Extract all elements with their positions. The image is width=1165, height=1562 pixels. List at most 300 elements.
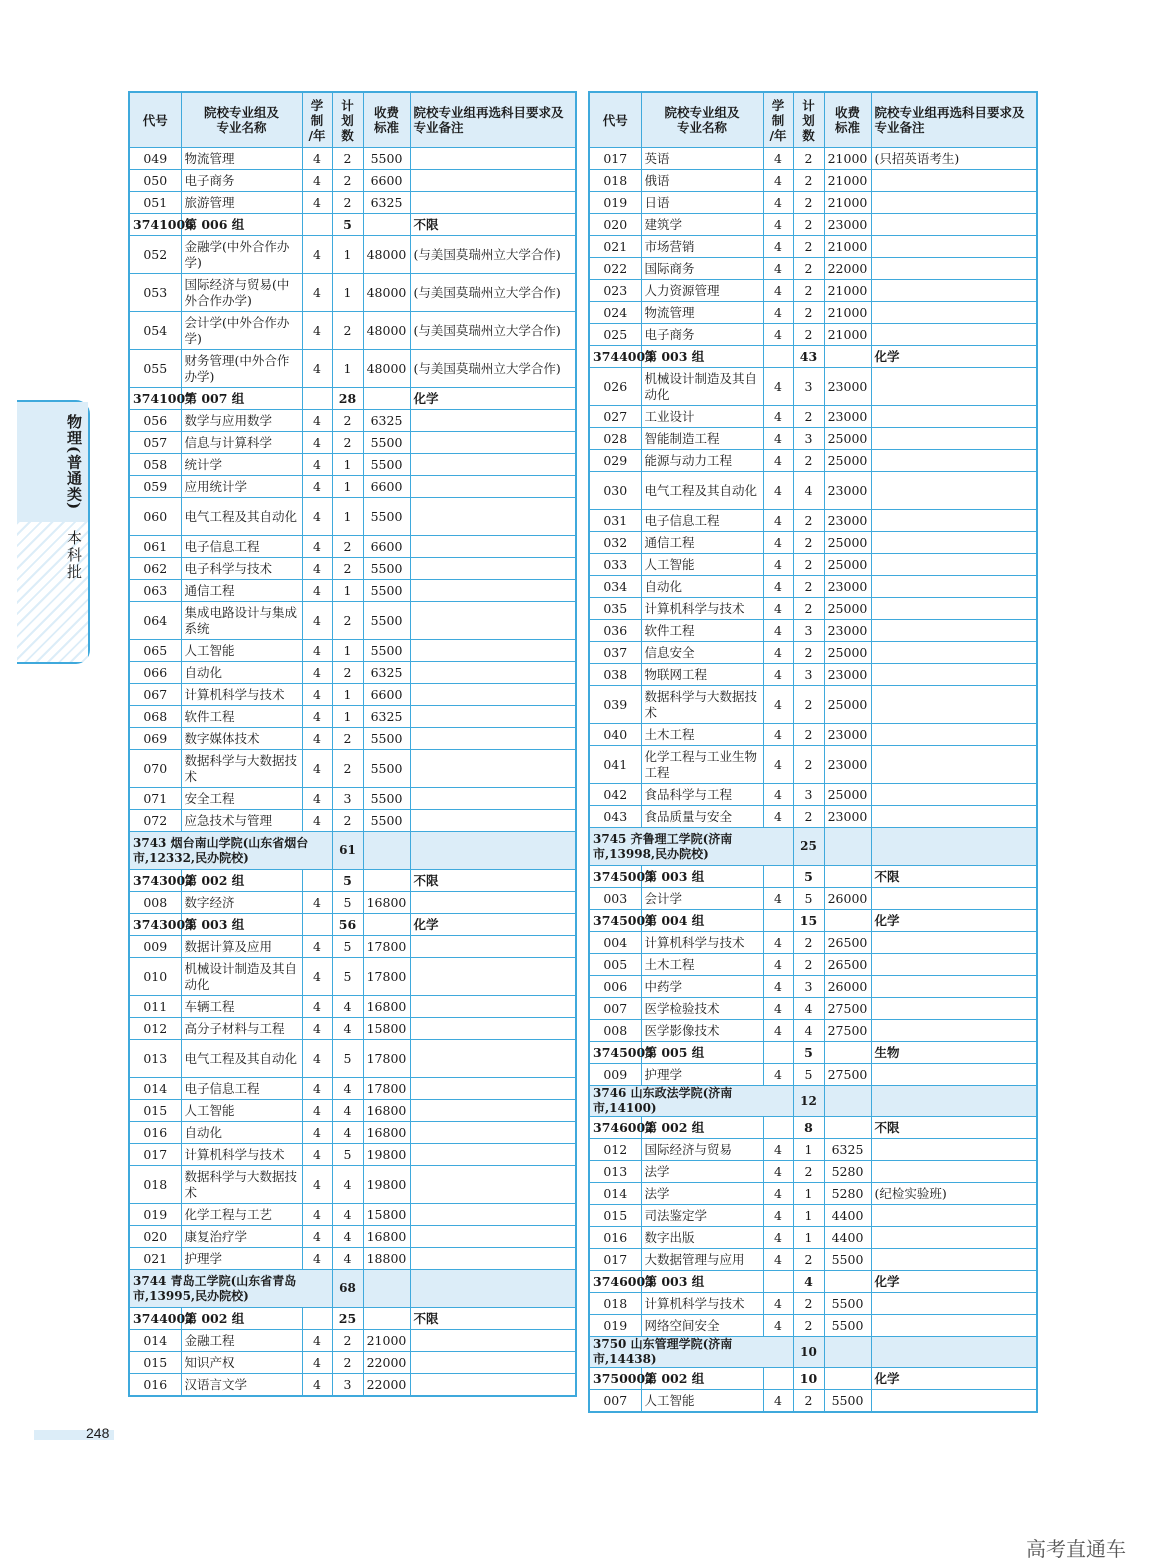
major-fee: 23000 [824,620,871,642]
major-remark [410,728,576,750]
major-remark [871,746,1037,784]
group-code: 3745004 [589,910,641,932]
major-years: 4 [763,1293,793,1315]
major-years: 4 [763,1315,793,1337]
enrollment-table-left [128,91,577,1397]
major-plan: 2 [793,280,824,302]
major-remark [410,1248,576,1270]
major-code: 060 [129,498,181,536]
major-code: 006 [589,976,641,998]
major-remark [871,784,1037,806]
major-plan: 2 [332,750,363,788]
major-code: 014 [129,1330,181,1352]
major-years: 4 [763,806,793,828]
major-years: 4 [763,1161,793,1183]
major-fee: 19800 [363,1166,410,1204]
major-years: 4 [302,432,332,454]
major-plan: 1 [332,706,363,728]
major-code: 036 [589,620,641,642]
major-code: 041 [589,746,641,784]
group-requirement: 化学 [871,910,1037,932]
major-code: 037 [589,642,641,664]
major-years: 4 [763,998,793,1020]
group-years-empty [763,1368,793,1390]
major-remark [871,664,1037,686]
school-remark-empty [410,1270,576,1308]
major-remark [871,1249,1037,1271]
major-name: 俄语 [641,170,763,192]
major-row [129,274,576,312]
major-plan: 2 [793,258,824,280]
major-name: 土木工程 [641,954,763,976]
group-plan: 10 [793,1368,824,1390]
major-years: 4 [302,750,332,788]
major-plan: 4 [332,1166,363,1204]
major-fee: 21000 [824,302,871,324]
major-remark [871,406,1037,428]
major-remark [410,684,576,706]
major-name: 国际经济与贸易 [641,1139,763,1161]
major-years: 4 [763,532,793,554]
major-remark [410,580,576,602]
major-years: 4 [763,510,793,532]
major-fee: 23000 [824,214,871,236]
major-code: 052 [129,236,181,274]
major-years: 4 [763,954,793,976]
major-row [589,192,1037,214]
major-remark [871,620,1037,642]
group-code: 3746003 [589,1271,641,1293]
major-plan: 2 [793,1315,824,1337]
group-row [129,914,576,936]
major-years: 4 [302,192,332,214]
major-remark [871,472,1037,510]
major-plan: 4 [332,1100,363,1122]
major-name: 国际商务 [641,258,763,280]
major-remark [871,576,1037,598]
major-plan: 2 [793,724,824,746]
major-name: 大数据管理与应用 [641,1249,763,1271]
major-years: 4 [763,406,793,428]
major-plan: 1 [332,684,363,706]
major-years: 4 [302,958,332,996]
major-fee: 23000 [824,510,871,532]
major-plan: 3 [332,1374,363,1397]
major-code: 018 [589,1293,641,1315]
major-fee: 16800 [363,1226,410,1248]
major-name: 数据科学与大数据技术 [641,686,763,724]
major-fee: 16800 [363,1100,410,1122]
major-plan: 4 [793,998,824,1020]
school-name: 3743 烟台南山学院(山东省烟台市,12332,民办院校) [129,832,332,870]
major-remark [871,954,1037,976]
major-row [589,1183,1037,1205]
major-fee: 25000 [824,784,871,806]
major-code: 009 [589,1064,641,1086]
major-code: 016 [589,1227,641,1249]
major-row [129,1122,576,1144]
major-fee: 6325 [363,706,410,728]
major-fee: 16800 [363,996,410,1018]
major-plan: 2 [793,214,824,236]
major-remark [410,1226,576,1248]
group-plan: 5 [793,1042,824,1064]
major-plan: 2 [332,810,363,832]
major-fee: 17800 [363,1040,410,1078]
school-fee-empty [363,1270,410,1308]
major-fee: 6325 [363,192,410,214]
major-row [589,642,1037,664]
major-remark [871,510,1037,532]
group-plan: 56 [332,914,363,936]
major-years: 4 [763,554,793,576]
major-fee: 5500 [363,810,410,832]
major-remark [871,450,1037,472]
major-row [589,724,1037,746]
major-remark [410,1330,576,1352]
major-name: 计算机科学与技术 [181,1144,302,1166]
group-plan: 15 [793,910,824,932]
major-plan: 2 [793,302,824,324]
major-row [589,1390,1037,1413]
major-plan: 2 [793,324,824,346]
group-years-empty [302,214,332,236]
major-name: 软件工程 [181,706,302,728]
major-code: 014 [129,1078,181,1100]
major-row [129,350,576,388]
major-row [589,170,1037,192]
major-plan: 3 [793,368,824,406]
major-row [589,932,1037,954]
major-plan: 2 [332,432,363,454]
group-plan: 5 [793,866,824,888]
major-row [129,958,576,996]
major-code: 003 [589,888,641,910]
major-years: 4 [763,302,793,324]
major-code: 008 [129,892,181,914]
major-name: 数据科学与大数据技术 [181,750,302,788]
major-name: 软件工程 [641,620,763,642]
group-code: 3745005 [589,1042,641,1064]
major-years: 4 [763,1183,793,1205]
major-code: 026 [589,368,641,406]
group-name: 第 005 组 [641,1042,763,1064]
group-fee-empty [363,914,410,936]
major-remark [871,888,1037,910]
school-fee-empty [824,828,871,866]
major-name: 化学工程与工业生物工程 [641,746,763,784]
major-remark [871,686,1037,724]
group-code: 3744003 [589,346,641,368]
major-remark: (与美国莫瑞州立大学合作) [410,236,576,274]
major-plan: 5 [793,1064,824,1086]
major-remark [871,1139,1037,1161]
major-fee: 23000 [824,746,871,784]
major-fee: 5500 [363,640,410,662]
major-code: 071 [129,788,181,810]
major-code: 057 [129,432,181,454]
school-name: 3745 齐鲁理工学院(济南市,13998,民办院校) [589,828,793,866]
major-code: 072 [129,810,181,832]
major-name: 机械设计制造及其自动化 [641,368,763,406]
major-name: 电子商务 [641,324,763,346]
major-row [589,428,1037,450]
major-remark [871,170,1037,192]
major-years: 4 [763,724,793,746]
major-row [129,1226,576,1248]
major-years: 4 [763,428,793,450]
major-code: 030 [589,472,641,510]
major-remark [410,1352,576,1374]
major-row [589,576,1037,598]
major-code: 042 [589,784,641,806]
major-fee: 23000 [824,406,871,428]
major-row [589,598,1037,620]
major-code: 020 [589,214,641,236]
group-years-empty [763,1117,793,1139]
major-code: 019 [129,1204,181,1226]
major-remark [871,598,1037,620]
major-name: 食品质量与安全 [641,806,763,828]
group-years-empty [763,1271,793,1293]
major-fee: 27500 [824,1020,871,1042]
major-fee: 5500 [363,788,410,810]
major-name: 数字出版 [641,1227,763,1249]
major-plan: 5 [332,1040,363,1078]
major-row [589,1315,1037,1337]
group-fee-empty [363,870,410,892]
major-fee: 25000 [824,598,871,620]
major-plan: 2 [332,148,363,170]
major-row [129,580,576,602]
major-fee: 25000 [824,428,871,450]
major-name: 护理学 [181,1248,302,1270]
major-remark [410,1122,576,1144]
header-years: 学 制 /年 [763,92,793,148]
major-plan: 2 [793,450,824,472]
major-fee: 5280 [824,1183,871,1205]
major-name: 计算机科学与技术 [181,684,302,706]
major-plan: 2 [793,1293,824,1315]
school-plan: 68 [332,1270,363,1308]
major-years: 4 [302,558,332,580]
major-code: 018 [129,1166,181,1204]
group-years-empty [302,870,332,892]
major-code: 012 [129,1018,181,1040]
major-code: 020 [129,1226,181,1248]
group-requirement: 不限 [871,1117,1037,1139]
major-row [129,476,576,498]
major-remark [871,976,1037,998]
header-fee: 收费 标准 [824,92,871,148]
major-name: 会计学(中外合作办学) [181,312,302,350]
major-code: 058 [129,454,181,476]
major-name: 网络空间安全 [641,1315,763,1337]
group-row [129,388,576,410]
major-name: 电气工程及其自动化 [181,498,302,536]
major-years: 4 [763,932,793,954]
side-section-tab [17,400,90,664]
school-plan: 25 [793,828,824,866]
school-row [589,1337,1037,1368]
header-code: 代号 [589,92,641,148]
group-code: 3741007 [129,388,181,410]
major-plan: 4 [793,472,824,510]
major-code: 009 [129,936,181,958]
major-plan: 2 [793,532,824,554]
major-name: 自动化 [641,576,763,598]
major-code: 040 [589,724,641,746]
major-row [129,640,576,662]
major-row [129,1330,576,1352]
major-code: 025 [589,324,641,346]
school-name: 3746 山东政法学院(济南市,14100) [589,1086,793,1117]
major-remark [410,788,576,810]
group-requirement: 生物 [871,1042,1037,1064]
major-plan: 3 [793,428,824,450]
major-row [129,192,576,214]
major-name: 电子信息工程 [181,1078,302,1100]
group-code: 3745003 [589,866,641,888]
major-name: 物流管理 [641,302,763,324]
major-fee: 5500 [363,498,410,536]
major-name: 医学影像技术 [641,1020,763,1042]
group-name: 第 003 组 [641,346,763,368]
major-years: 4 [302,728,332,750]
side-tab-title: 物理(普通类) [65,414,83,511]
major-plan: 2 [793,1390,824,1413]
major-plan: 1 [332,236,363,274]
group-row [589,1042,1037,1064]
major-name: 旅游管理 [181,192,302,214]
major-code: 063 [129,580,181,602]
major-plan: 2 [332,410,363,432]
major-plan: 5 [332,958,363,996]
group-years-empty [763,910,793,932]
major-code: 008 [589,1020,641,1042]
major-plan: 2 [793,192,824,214]
major-code: 007 [589,998,641,1020]
major-row [589,510,1037,532]
major-years: 4 [302,1374,332,1397]
group-code: 3750002 [589,1368,641,1390]
major-name: 车辆工程 [181,996,302,1018]
major-fee: 15800 [363,1204,410,1226]
major-years: 4 [302,1352,332,1374]
major-years: 4 [763,1139,793,1161]
major-name: 计算机科学与技术 [641,598,763,620]
major-code: 055 [129,350,181,388]
major-row [129,706,576,728]
group-plan: 43 [793,346,824,368]
major-years: 4 [302,1330,332,1352]
major-years: 4 [302,706,332,728]
major-years: 4 [763,576,793,598]
major-code: 032 [589,532,641,554]
major-plan: 1 [332,640,363,662]
major-remark [410,602,576,640]
major-fee: 16800 [363,1122,410,1144]
major-name: 司法鉴定学 [641,1205,763,1227]
major-row [589,472,1037,510]
major-row [129,498,576,536]
major-name: 医学检验技术 [641,998,763,1020]
major-remark: (只招英语考生) [871,148,1037,170]
major-remark [871,324,1037,346]
major-name: 土木工程 [641,724,763,746]
major-remark [871,1390,1037,1413]
major-remark [410,192,576,214]
major-fee: 25000 [824,642,871,664]
major-fee: 48000 [363,312,410,350]
major-code: 019 [589,1315,641,1337]
major-code: 054 [129,312,181,350]
major-row [589,406,1037,428]
major-row [129,1100,576,1122]
major-remark [410,662,576,684]
major-plan: 2 [332,558,363,580]
major-name: 计算机科学与技术 [641,1293,763,1315]
major-remark [871,1293,1037,1315]
major-row [589,450,1037,472]
major-code: 064 [129,602,181,640]
school-row [589,828,1037,866]
major-years: 4 [302,788,332,810]
school-plan: 10 [793,1337,824,1368]
major-remark [410,1204,576,1226]
major-plan: 3 [793,784,824,806]
major-code: 024 [589,302,641,324]
major-remark [410,148,576,170]
major-years: 4 [763,472,793,510]
major-years: 4 [763,664,793,686]
major-name: 数学与应用数学 [181,410,302,432]
major-remark: (与美国莫瑞州立大学合作) [410,350,576,388]
major-plan: 2 [793,148,824,170]
group-requirement: 化学 [871,346,1037,368]
major-years: 4 [302,312,332,350]
major-remark [871,302,1037,324]
major-code: 018 [589,170,641,192]
major-name: 日语 [641,192,763,214]
major-remark [410,810,576,832]
major-years: 4 [302,936,332,958]
major-years: 4 [302,454,332,476]
major-years: 4 [302,274,332,312]
major-years: 4 [302,1226,332,1248]
major-name: 应用统计学 [181,476,302,498]
major-name: 财务管理(中外合作办学) [181,350,302,388]
major-row [589,214,1037,236]
major-row [129,728,576,750]
group-name: 第 002 组 [181,1308,302,1330]
major-fee: 21000 [824,192,871,214]
major-plan: 3 [793,976,824,998]
group-years-empty [763,866,793,888]
group-plan: 28 [332,388,363,410]
major-fee: 22000 [363,1352,410,1374]
major-years: 4 [302,996,332,1018]
major-name: 数字经济 [181,892,302,914]
major-code: 050 [129,170,181,192]
major-code: 022 [589,258,641,280]
major-plan: 5 [332,1144,363,1166]
major-name: 集成电路设计与集成系统 [181,602,302,640]
major-name: 英语 [641,148,763,170]
major-name: 智能制造工程 [641,428,763,450]
major-remark [410,432,576,454]
major-plan: 3 [332,788,363,810]
